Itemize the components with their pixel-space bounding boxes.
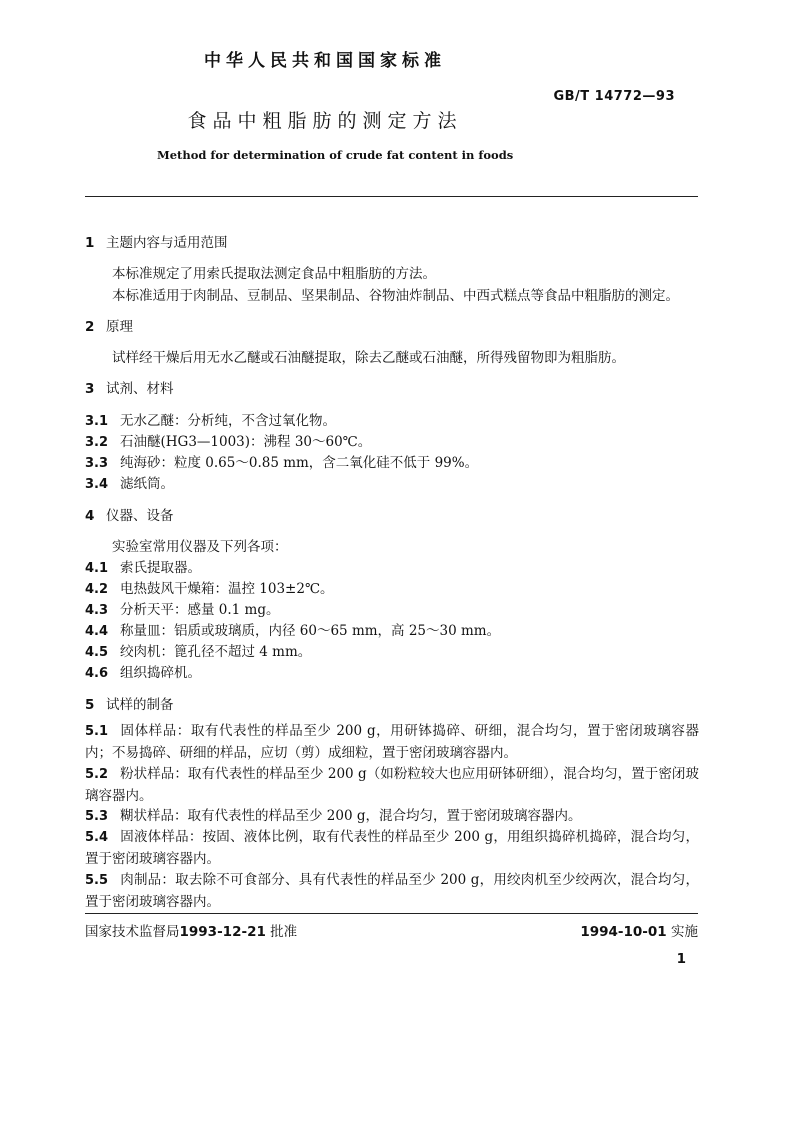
list-item: [85, 472, 174, 492]
section-number: 2: [85, 319, 95, 335]
effective-word: 实施: [671, 924, 698, 940]
item-text: 称量皿：铝质或玻璃质，内径 60～65 mm，高 25～30 mm。: [120, 623, 501, 639]
section-heading-2: [85, 315, 133, 335]
item-number: 3.3: [85, 456, 109, 471]
section-heading-1: [85, 231, 228, 251]
item-number: 5.4: [85, 830, 109, 845]
section-heading-5: [85, 693, 174, 713]
paragraph: 试样经干燥后用无水乙醚或石油醚提取，除去乙醚或石油醚，所得残留物即为粗脂肪。: [112, 350, 625, 366]
paragraph: 实验室常用仪器及下列各项：: [112, 539, 288, 555]
list-item: [85, 870, 699, 913]
section-title: 仪器、设备: [106, 508, 174, 524]
section-heading-3: [85, 377, 174, 397]
paragraph: 本标准规定了用索氏提取法测定食品中粗脂肪的方法。: [112, 266, 436, 282]
item-number: 5.3: [85, 809, 109, 824]
document-title-cn: 食品中粗脂肪的测定方法: [187, 110, 463, 132]
approval-line: [85, 920, 297, 940]
section-title: 试剂、材料: [106, 381, 174, 397]
item-number: 3.1: [85, 414, 109, 429]
item-text: 粉状样品：取有代表性的样品至少 200 g（如粉粒较大也应用研钵研细），混合均匀，置于密闭玻璃容器内。: [85, 766, 699, 804]
item-number: 4.2: [85, 582, 109, 597]
list-item: [85, 619, 500, 639]
item-text: 索氏提取器。: [120, 560, 201, 576]
item-number: 4.3: [85, 603, 109, 618]
item-text: 分析天平：感量 0.1 mg。: [120, 602, 280, 618]
item-text: 固体样品：取有代表性的样品至少 200 g，用研钵捣碎、研细，混合均匀，置于密闭玻璃容器内；不易捣碎、研细的样品，应切（剪）成细粒，置于密闭玻璃容器内。: [85, 723, 699, 761]
approval-word: 批准: [270, 924, 298, 940]
paragraph: 本标准适用于肉制品、豆制品、坚果制品、谷物油炸制品、中西式糕点等食品中粗脂肪的测定。: [112, 288, 679, 304]
list-item: [85, 451, 478, 471]
section-number: 4: [85, 508, 95, 524]
item-text: 电热鼓风干燥箱：温控 103±2℃。: [120, 581, 334, 597]
standard-code: GB/T 14772—93: [553, 89, 675, 104]
footer-divider: [85, 913, 698, 914]
section-title: 原理: [106, 319, 133, 335]
approval-date: 1993-12-21: [179, 924, 266, 940]
approval-org: 国家技术监督局: [85, 924, 180, 940]
item-text: 固液体样品：按固、液体比例，取有代表性的样品至少 200 g，用组织捣碎机捣碎，混合均匀，置于密闭玻璃容器内。: [85, 829, 699, 867]
list-item: [85, 409, 336, 429]
item-text: 滤纸筒。: [120, 476, 174, 492]
list-item: [85, 764, 699, 807]
list-item: [85, 640, 311, 660]
national-standard-header: 中华人民共和国国家标准: [204, 51, 446, 71]
item-number: 3.2: [85, 435, 109, 450]
section-number: 5: [85, 697, 95, 713]
page-number: 1: [676, 951, 686, 967]
header-divider: [85, 196, 698, 197]
section-number: 3: [85, 381, 95, 397]
item-text: 糊状样品：取有代表性的样品至少 200 g，混合均匀，置于密闭玻璃容器内。: [120, 808, 582, 824]
effective-date: 1994-10-01: [580, 924, 667, 940]
item-number: 3.4: [85, 477, 109, 492]
effective-line: [580, 920, 698, 940]
section-title: 试样的制备: [106, 697, 174, 713]
item-text: 绞肉机：篦孔径不超过 4 mm。: [120, 644, 312, 660]
item-number: 4.1: [85, 561, 109, 576]
section-number: 1: [85, 235, 95, 251]
document-title-en: Method for determination of crude fat content in foods: [157, 148, 514, 162]
item-number: 5.2: [85, 767, 109, 782]
item-number: 5.5: [85, 873, 109, 888]
list-item: [85, 827, 699, 870]
list-item: [85, 598, 280, 618]
section-title: 主题内容与适用范围: [106, 235, 228, 251]
list-item: [85, 430, 371, 450]
item-number: 4.6: [85, 666, 109, 681]
list-item: [85, 577, 334, 597]
list-item: [85, 721, 699, 764]
item-text: 无水乙醚：分析纯，不含过氧化物。: [120, 413, 336, 429]
list-item: [85, 806, 699, 828]
list-item: [85, 556, 201, 576]
item-number: 4.4: [85, 624, 109, 639]
item-text: 组织捣碎机。: [120, 665, 201, 681]
list-item: [85, 661, 201, 681]
item-text: 纯海砂：粒度 0.65～0.85 mm，含二氧化硅不低于 99%。: [120, 455, 479, 471]
section-heading-4: [85, 504, 174, 524]
item-text: 石油醚(HG3—1003)：沸程 30～60℃。: [120, 434, 372, 450]
item-number: 5.1: [85, 724, 109, 739]
item-number: 4.5: [85, 645, 109, 660]
item-text: 肉制品：取去除不可食部分、具有代表性的样品至少 200 g，用绞肉机至少绞两次，混合均匀，置于密闭玻璃容器内。: [85, 872, 699, 910]
